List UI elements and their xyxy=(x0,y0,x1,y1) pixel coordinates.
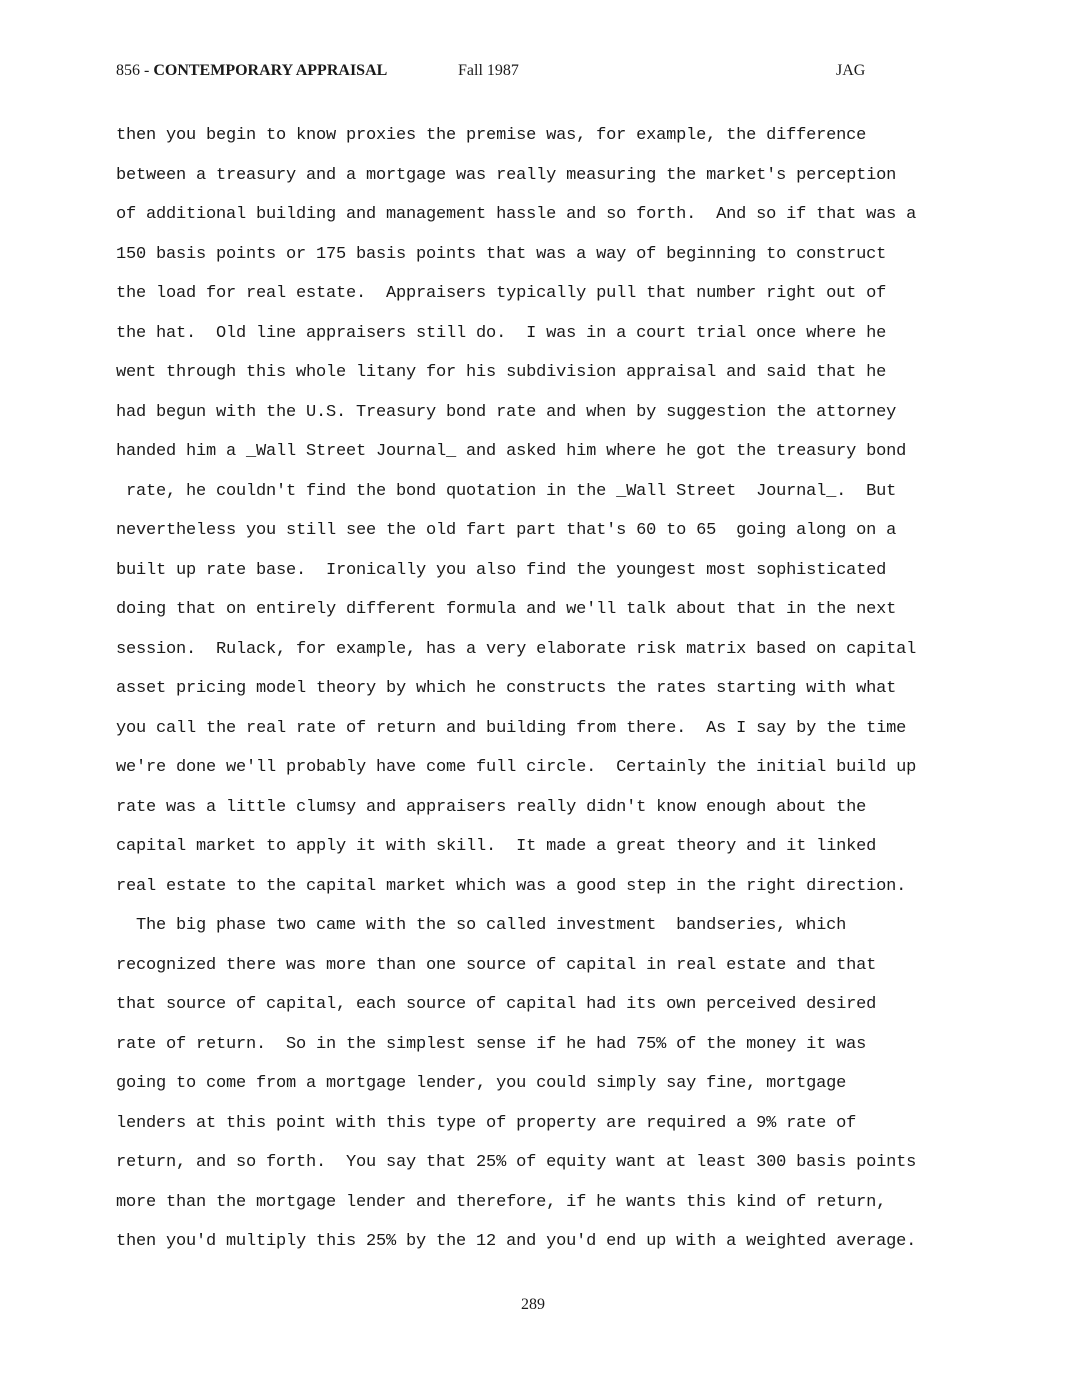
text-line: recognized there was more than one source of capital in real estate and that xyxy=(116,955,877,975)
term: Fall 1987 xyxy=(458,62,519,79)
text-line: real estate to the capital market which was a good step in the right direction. xyxy=(116,876,907,896)
text-line: built up rate base. Ironically you also find the youngest most sophisticated xyxy=(116,560,887,580)
text-line: asset pricing model theory by which he constructs the rates starting with what xyxy=(116,679,897,698)
text-line: handed him a _Wall Street Journal_ and asked him where he got the treasury bond xyxy=(116,442,907,461)
text-line: the load for real estate. Appraisers typically pull that number right out of xyxy=(116,284,887,303)
text-line: return, and so forth. You say that 25% of equity want at least 300 basis points xyxy=(116,1153,917,1172)
text-line: that source of capital, each source of capital had its own perceived desired xyxy=(116,995,877,1014)
text-line: more than the mortgage lender and therefore, if he wants this kind of return, xyxy=(116,1192,887,1212)
author-initials: JAG xyxy=(836,62,866,79)
text-line: rate was a little clumsy and appraisers really didn't know enough about the xyxy=(116,797,867,817)
course-title xyxy=(116,62,387,80)
text-line: going to come from a mortgage lender, you could simply say fine, mortgage xyxy=(116,1074,847,1093)
text-line: between a treasury and a mortgage was really measuring the market's perception xyxy=(116,165,897,185)
text-line: went through this whole litany for his subdivision appraisal and said that he xyxy=(116,363,887,382)
text-line: then you begin to know proxies the premise was, for example, the difference xyxy=(116,126,867,145)
text-line: session. Rulack, for example, has a very elaborate risk matrix based on capital xyxy=(116,639,917,659)
text-line: nevertheless you still see the old fart part that's 60 to 65 going along on a xyxy=(116,521,897,540)
transcript-body xyxy=(116,116,1016,1262)
text-line: of additional building and management hassle and so forth. And so if that was a xyxy=(116,205,917,224)
text-line: then you'd multiply this 25% by the 12 and you'd end up with a weighted average. xyxy=(116,1232,917,1251)
text-line: we're done we'll probably have come full circle. Certainly the initial build up xyxy=(116,758,917,777)
text-line: doing that on entirely different formula and we'll talk about that in the next xyxy=(116,600,897,619)
page-header xyxy=(0,62,1066,86)
text-line: had begun with the U.S. Treasury bond rate and when by suggestion the attorney xyxy=(116,402,897,422)
text-line: rate, he couldn't find the bond quotation in the _Wall Street Journal_. But xyxy=(116,481,897,501)
text-line: you call the real rate of return and building from there. As I say by the time xyxy=(116,718,907,738)
course-number: 856 - xyxy=(116,62,154,79)
text-line: The big phase two came with the so called investment bandseries, which xyxy=(116,916,847,935)
text-line: rate of return. So in the simplest sense if he had 75% of the money it was xyxy=(116,1034,867,1054)
page-number: 289 xyxy=(521,1296,545,1313)
text-line: the hat. Old line appraisers still do. I was in a court trial once where he xyxy=(116,323,887,343)
text-line: lenders at this point with this type of property are required a 9% rate of xyxy=(116,1113,857,1133)
course-name: CONTEMPORARY APPRAISAL xyxy=(153,62,388,79)
text-line: 150 basis points or 175 basis points that was a way of beginning to construct xyxy=(116,244,887,264)
text-line: capital market to apply it with skill. It made a great theory and it linked xyxy=(116,837,877,856)
